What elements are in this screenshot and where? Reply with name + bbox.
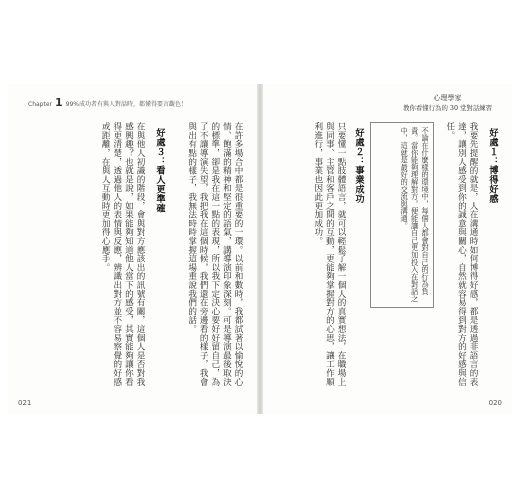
page-number-right: 020	[488, 399, 502, 407]
header-line2: 教你看懂行為的 30 堂對話練習	[403, 104, 492, 112]
right-page	[263, 84, 512, 414]
chapter-number: 1	[55, 96, 63, 109]
left-intro-text: 在許多場合中都是很重要的一環。以前和數時，我都試著以愉悅的心情、飽滿的精神和堅定的語氣，講導演印象深刻。可是導演最後取決的標準，卻是我在這一點的表現，所以我下定決心要好好留自己，為了不讓導演失望，我把我在這個時候，我們還在旁邊看的樣子，我會與出有點的樣子，我無法時時掌握這場重說我們的話。	[186, 122, 243, 386]
benefit2-text: 只要懂一點肢體語言，就可以輕鬆了解一個人的真實想法，在職場上與同事、主管和客戶之間的互動，更能夠掌握對方的心思，讓工作順利進行，事業也因此更加成功。	[312, 122, 346, 386]
left-page	[8, 84, 257, 414]
page-number-left: 021	[18, 399, 32, 407]
benefit1-text: 我要先提醒的就是，人在溝通時如何博得好感，都是透過非語言的表達，讓別人感受到你的誠意與關心，自然就容易得到對方的好感與信任。	[444, 122, 478, 386]
chapter-header	[28, 96, 187, 109]
benefit2-heading: 好處２：事業成功	[353, 128, 364, 204]
chapter-title: 99%成功者有與人對話時，都懂得要言觀色！	[65, 101, 187, 108]
book-spread	[8, 84, 512, 414]
benefit3-heading: 好處３：看人更準確	[154, 128, 165, 213]
book-header	[403, 93, 492, 112]
benefit3-text: 在與他人初識的階段，會與對方應該出的訊號有關，這個人是否對我感興趣？也就是說，如果能夠知道他人當下的感受，其實能夠讓你看得更清楚，透過他人的表情與反應，辨識出對方並不容易察覺的好感或距離，在與人互動時更加得心應手。	[100, 122, 145, 386]
chapter-label: Chapter	[28, 101, 52, 108]
benefit1-heading: 好處１：博得好感	[487, 128, 498, 204]
quote-box: 不論在什麼樣的環境中，每個人都會對自己的行為負責。當你能夠理解對方，便能讓自己更加投入在對話之中，這就是最好的交流與溝通。	[370, 122, 434, 308]
header-line1: 心理學家	[433, 94, 462, 102]
